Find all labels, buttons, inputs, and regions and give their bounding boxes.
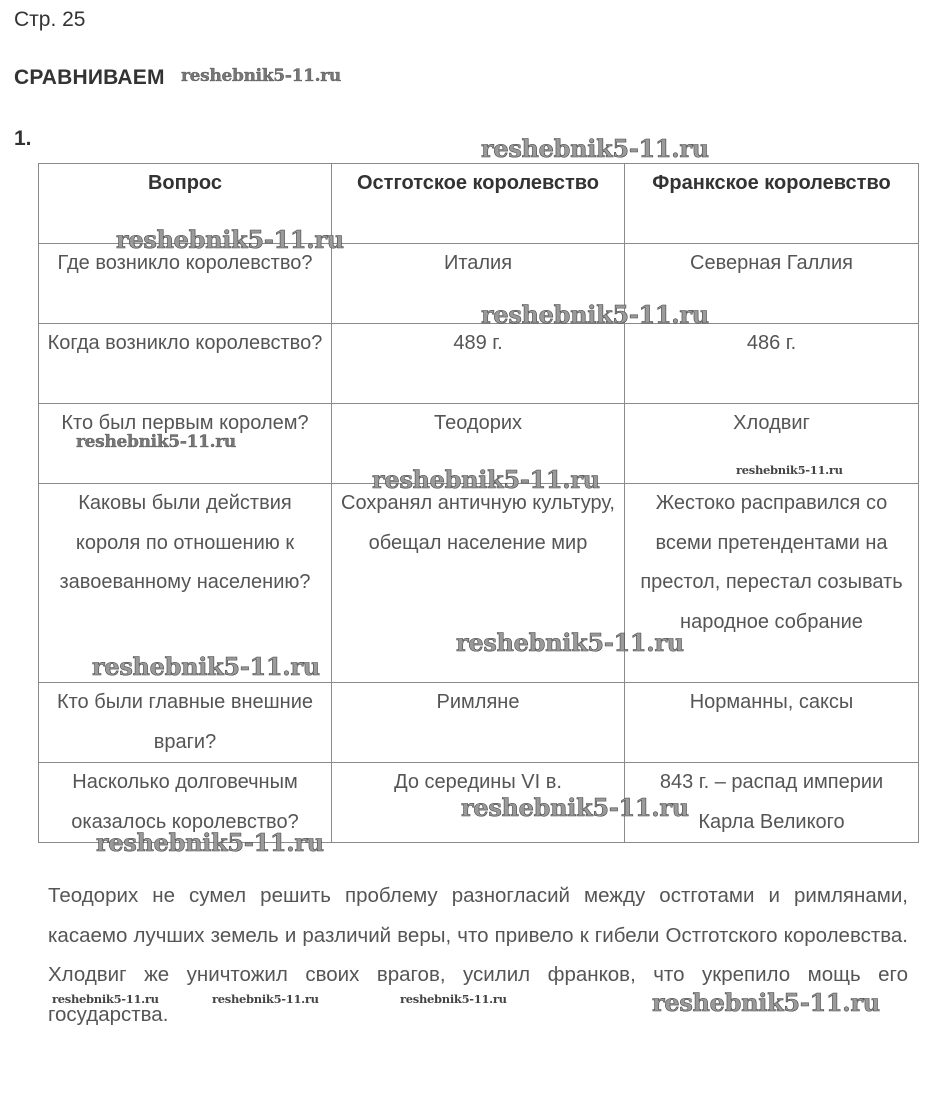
header-question: Вопрос <box>39 164 332 244</box>
question-cell: Когда возникло королевство? <box>39 324 332 404</box>
frank-cell: Северная Галлия <box>625 244 919 324</box>
frank-cell: Жестоко расправился со всеми претендентами на престол, перестал созывать народное собрание <box>625 484 919 683</box>
watermark: reshebnik5-11.ru <box>400 992 507 1006</box>
watermark: reshebnik5-11.ru <box>481 300 709 329</box>
question-cell: Насколько долговечным оказалось королевство? <box>39 763 332 843</box>
watermark: reshebnik5-11.ru <box>456 628 684 657</box>
frank-cell: Хлодвиг <box>625 404 919 484</box>
watermark: reshebnik5-11.ru <box>181 66 341 86</box>
header-frank: Франкское королевство <box>625 164 919 244</box>
table-row <box>39 404 919 484</box>
table-row <box>39 484 919 683</box>
question-cell: Кто были главные внешние враги? <box>39 683 332 763</box>
watermark: reshebnik5-11.ru <box>212 992 319 1006</box>
question-cell: Кто был первым королем? <box>39 404 332 484</box>
watermark: reshebnik5-11.ru <box>736 463 843 477</box>
ostrogoth-cell: Римляне <box>332 683 625 763</box>
frank-cell: Норманны, саксы <box>625 683 919 763</box>
question-cell: Где возникло королевство? <box>39 244 332 324</box>
watermark: reshebnik5-11.ru <box>76 432 236 452</box>
comparison-table <box>38 163 919 843</box>
ostrogoth-cell: Сохранял античную культуру, обещал население мир <box>332 484 625 683</box>
watermark: reshebnik5-11.ru <box>372 465 600 494</box>
section-heading: СРАВНИВАЕМ <box>14 66 165 89</box>
table-row <box>39 683 919 763</box>
watermark: reshebnik5-11.ru <box>116 225 344 254</box>
question-cell: Каковы были действия короля по отношению к завоеванному населению? <box>39 484 332 683</box>
conclusion-paragraph: Теодорих не сумел решить проблему разногласий между остготами и римлянами, касаемо лучших земель и различий веры, что привело к гибели Остготского королевства. Хлодвиг же уничтожил своих врагов, усилил франков, что укрепило мощь его государства. <box>48 884 908 1026</box>
ostrogoth-cell: Италия <box>332 244 625 324</box>
header-ostrogoth: Остготское королевство <box>332 164 625 244</box>
task-number: 1. <box>14 127 32 150</box>
watermark: reshebnik5-11.ru <box>481 134 709 163</box>
watermark: reshebnik5-11.ru <box>52 992 159 1006</box>
ostrogoth-cell: Теодорих <box>332 404 625 484</box>
table-header-row <box>39 164 919 244</box>
watermark: reshebnik5-11.ru <box>96 828 324 857</box>
watermark: reshebnik5-11.ru <box>92 652 320 681</box>
frank-cell: 486 г. <box>625 324 919 404</box>
page-number: Стр. 25 <box>14 8 86 31</box>
table-row <box>39 324 919 404</box>
table-row <box>39 763 919 843</box>
table-row <box>39 244 919 324</box>
watermark: reshebnik5-11.ru <box>652 988 880 1017</box>
ostrogoth-cell: До середины VI в. <box>332 763 625 843</box>
watermark: reshebnik5-11.ru <box>461 793 689 822</box>
ostrogoth-cell: 489 г. <box>332 324 625 404</box>
frank-cell: 843 г. – распад империи Карла Великого <box>625 763 919 843</box>
